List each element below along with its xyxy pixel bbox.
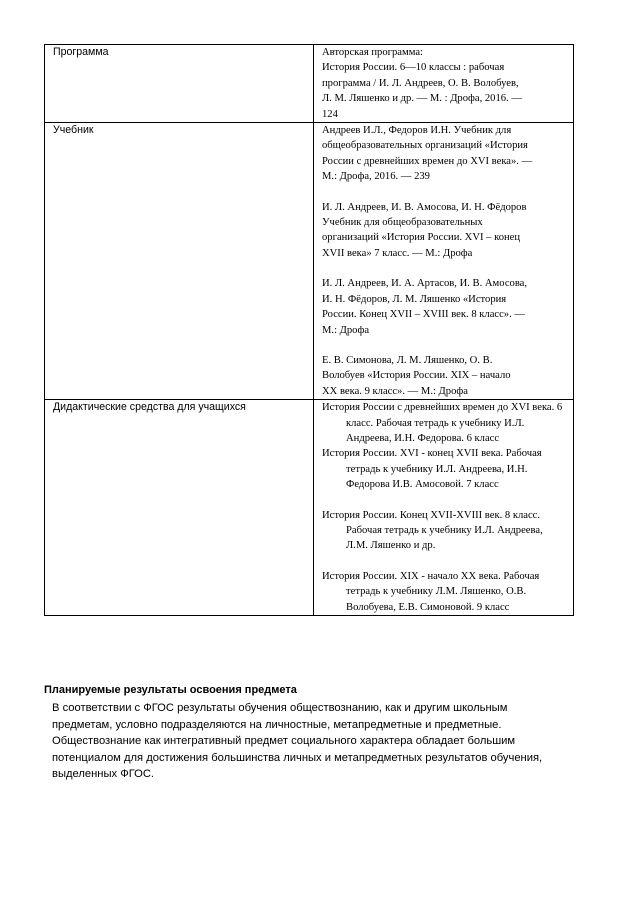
workbook-item: История России с древнейших времен до XVI века. 6 класс. Рабочая тетрадь к учебнику И.Л. Андреева, И.Н. Федорова. 6 класс [322, 402, 563, 444]
textbook-line: И. Н. Фёдоров, Л. М. Ляшенко «История [322, 293, 507, 305]
textbook-line: Учебник для общеобразовательных [322, 217, 483, 229]
textbook-line: И. Л. Андреев, И. В. Амосова, И. Н. Фёдоров [322, 201, 527, 213]
textbook-cell [314, 123, 574, 400]
row-label: Учебник [45, 123, 314, 400]
row-label: Программа [45, 45, 314, 123]
textbook-line: XVII века» 7 класс. — М.: Дрофа [322, 247, 473, 259]
body-line: Обществознание как интегративный предмет социального характера обладает большим [52, 735, 516, 748]
textbook-line: Е. В. Симонова, Л. М. Ляшенко, О. В. [322, 354, 493, 366]
textbook-line: XX века. 9 класс». — М.: Дрофа [322, 385, 468, 397]
body-line: потенциалом для достижения большинства личных и метапредметных результатов обучения, [52, 751, 543, 764]
table-row-didactic [45, 400, 574, 616]
body-line: В соответствии с ФГОС результаты обучения обществознанию, как и другим школьным [52, 702, 508, 714]
row-label: Дидактические средства для учащихся [45, 400, 314, 616]
curriculum-table [44, 44, 574, 616]
didactic-cell [314, 400, 574, 616]
textbook-line: Андреев И.Л., Федоров И.Н. Учебник для [322, 125, 512, 137]
program-line: 124 [322, 108, 338, 120]
program-line: Авторская программа: [322, 47, 423, 58]
program-cell [314, 45, 574, 123]
table-row-program [45, 45, 574, 123]
textbook-line: общеобразовательных организаций «История [322, 140, 528, 152]
workbook-item: История России. XVI - конец XVII века. Рабочая тетрадь к учебнику И.Л. Андреева, И.Н. Федорова И.В. Амосовой. 7 класс [322, 448, 542, 491]
section-heading: Планируемые результаты освоения предмета [44, 684, 297, 696]
workbook-item: История России. Конец XVII-XVIII век. 8 класс. Рабочая тетрадь к учебнику И.Л. Андреева, Л.М. Ляшенко и др. [322, 509, 543, 552]
body-line: выделенных ФГОС. [52, 768, 155, 781]
textbook-line: России с древнейших времен до XVI века». — [322, 155, 533, 167]
textbook-line: России. Конец XVII – XVIII век. 8 класс». — [322, 309, 525, 321]
program-line: программа / И. Л. Андреев, О. В. Волобуев, [322, 77, 519, 89]
program-line: Л. М. Ляшенко и др. — М. : Дрофа, 2016. — [322, 93, 522, 105]
textbook-line: М.: Дрофа [322, 324, 370, 336]
program-line: История России. 6—10 классы : рабочая [322, 62, 505, 74]
textbook-line: организаций «История России. XVI – конец [322, 232, 521, 244]
textbook-line: Волобуев «История России. XIX – начало [322, 370, 511, 382]
body-line: предметам, условно подразделяются на личностные, метапредметные и предметные. [52, 718, 502, 731]
textbook-line: М.: Дрофа, 2016. — 239 [322, 171, 430, 183]
workbook-item: История России. XIX - начало XX века. Рабочая тетрадь к учебнику Л.М. Ляшенко, О.В. Волобуева, Е.В. Симоновой. 9 класс [322, 570, 540, 613]
section-body [52, 700, 582, 783]
textbook-line: И. Л. Андреев, И. А. Артасов, И. В. Амосова, [322, 278, 528, 290]
table-row-textbook [45, 123, 574, 400]
